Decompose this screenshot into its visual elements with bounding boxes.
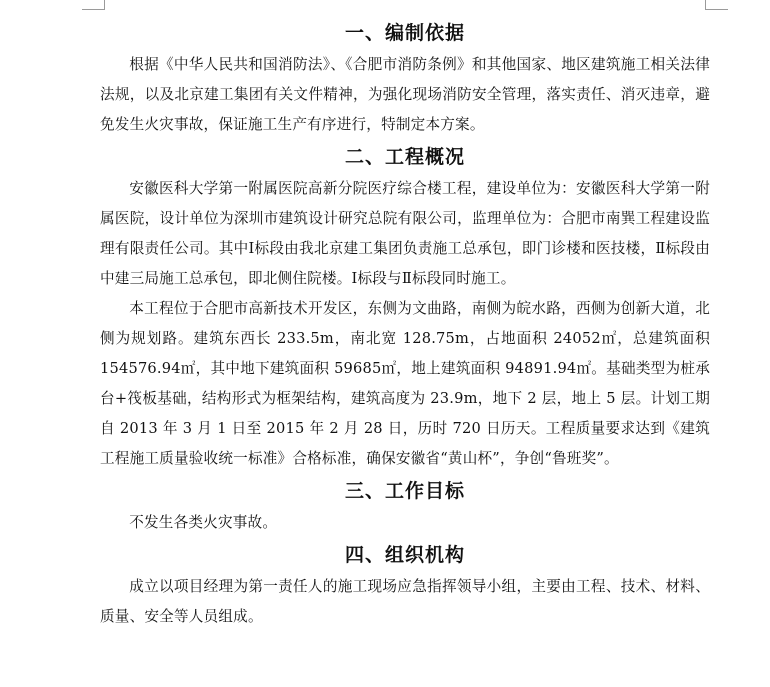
document-body [100,16,710,632]
section-heading-3: 三、工作目标 [344,480,465,502]
section-2-paragraph-2: 本工程位于合肥市高新技术开发区，东侧为文曲路，南侧为皖水路，西侧为创新大道，北侧为规划路。建筑东西长 233.5m，南北宽 128.75m，占地面积 24052㎡，总建筑面积 154576.94㎡，其中地下建筑面积 59685㎡，地上建筑面积 94891.94㎡。基础类型为桩承台+筏板基础，结构形式为框架结构，建筑高度为 23.9m，地下 2 层，地上 5 层。计划工期自 2013 年 3 月 1 日至 2015 年 2 月 28 日，历时 720 日历天。工程质量要求达到《建筑工程施工质量验收统一标准》合格标准，确保安徽省“黄山杯”，争创“鲁班奖”。 [100,300,710,467]
section-4-paragraph-1: 成立以项目经理为第一责任人的施工现场应急指挥领导小组，主要由工程、技术、材料、质量、安全等人员组成。 [100,578,710,625]
section-heading-4: 四、组织机构 [344,544,465,566]
margin-corner-mark-left [82,0,105,10]
section-3-paragraph-1: 不发生各类火灾事故。 [129,514,278,531]
section-2-paragraph-1: 安徽医科大学第一附属医院高新分院医疗综合楼工程，建设单位为：安徽医科大学第一附属医院，设计单位为深圳市建筑设计研究总院有限公司，监理单位为：合肥市南巽工程建设监理有限责任公司。其中Ⅰ标段由我北京建工集团负责施工总承包，即门诊楼和医技楼，Ⅱ标段由中建三局施工总承包，即北侧住院楼。Ⅰ标段与Ⅱ标段同时施工。 [100,180,710,287]
section-heading-1: 一、编制依据 [344,22,465,44]
margin-corner-mark-right [705,0,728,10]
section-1-paragraph-1: 根据《中华人民共和国消防法》、《合肥市消防条例》和其他国家、地区建筑施工相关法律法规，以及北京建工集团有关文件精神，为强化现场消防安全管理，落实责任、消灭违章，避免发生火灾事故，保证施工生产有序进行，特制定本方案。 [100,56,710,133]
section-heading-2: 二、工程概况 [344,146,465,168]
